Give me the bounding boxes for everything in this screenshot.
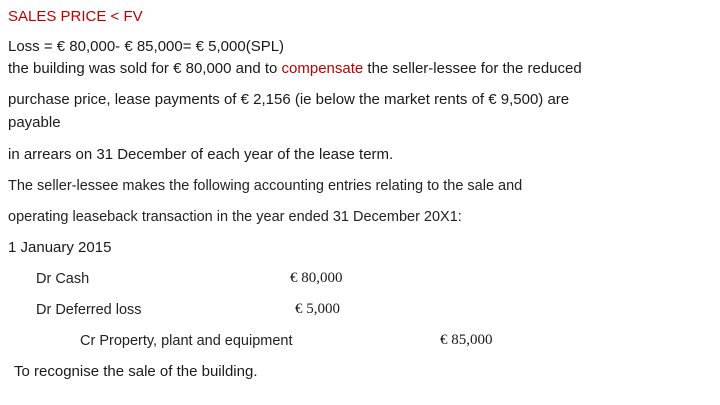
paragraph-line-1	[8, 60, 582, 78]
paragraph-line-3: payable	[8, 114, 61, 131]
journal-entry-amount: € 80,000	[290, 270, 343, 286]
paragraph-line-2: purchase price, lease payments of € 2,156 (ie below the market rents of € 9,500) are	[8, 91, 570, 108]
entry-date: 1 January 2015	[8, 239, 112, 256]
paragraph-line-6: operating leaseback transaction in the year ended 31 December 20X1:	[8, 209, 462, 225]
compensate-highlight: compensate	[281, 60, 364, 77]
journal-entry-amount: € 5,000	[295, 301, 340, 317]
paragraph-line-1-pre: the building was sold for € 80,000 and to	[8, 60, 282, 77]
journal-entry-label: Cr Property, plant and equipment	[80, 333, 293, 349]
paragraph-line-1-post: the seller-lessee for the reduced	[363, 60, 582, 77]
journal-entry-amount: € 85,000	[440, 332, 493, 348]
paragraph-line-4: in arrears on 31 December of each year of the lease term.	[8, 146, 394, 163]
page-title: SALES PRICE < FV	[8, 8, 143, 25]
entry-narrative: To recognise the sale of the building.	[14, 363, 258, 380]
journal-entry-label: Dr Deferred loss	[36, 302, 142, 318]
journal-entry-label: Dr Cash	[36, 271, 90, 287]
paragraph-line-5: The seller-lessee makes the following accounting entries relating to the sale and	[8, 178, 523, 194]
loss-line: Loss = € 80,000- € 85,000= € 5,000(SPL)	[8, 38, 285, 55]
